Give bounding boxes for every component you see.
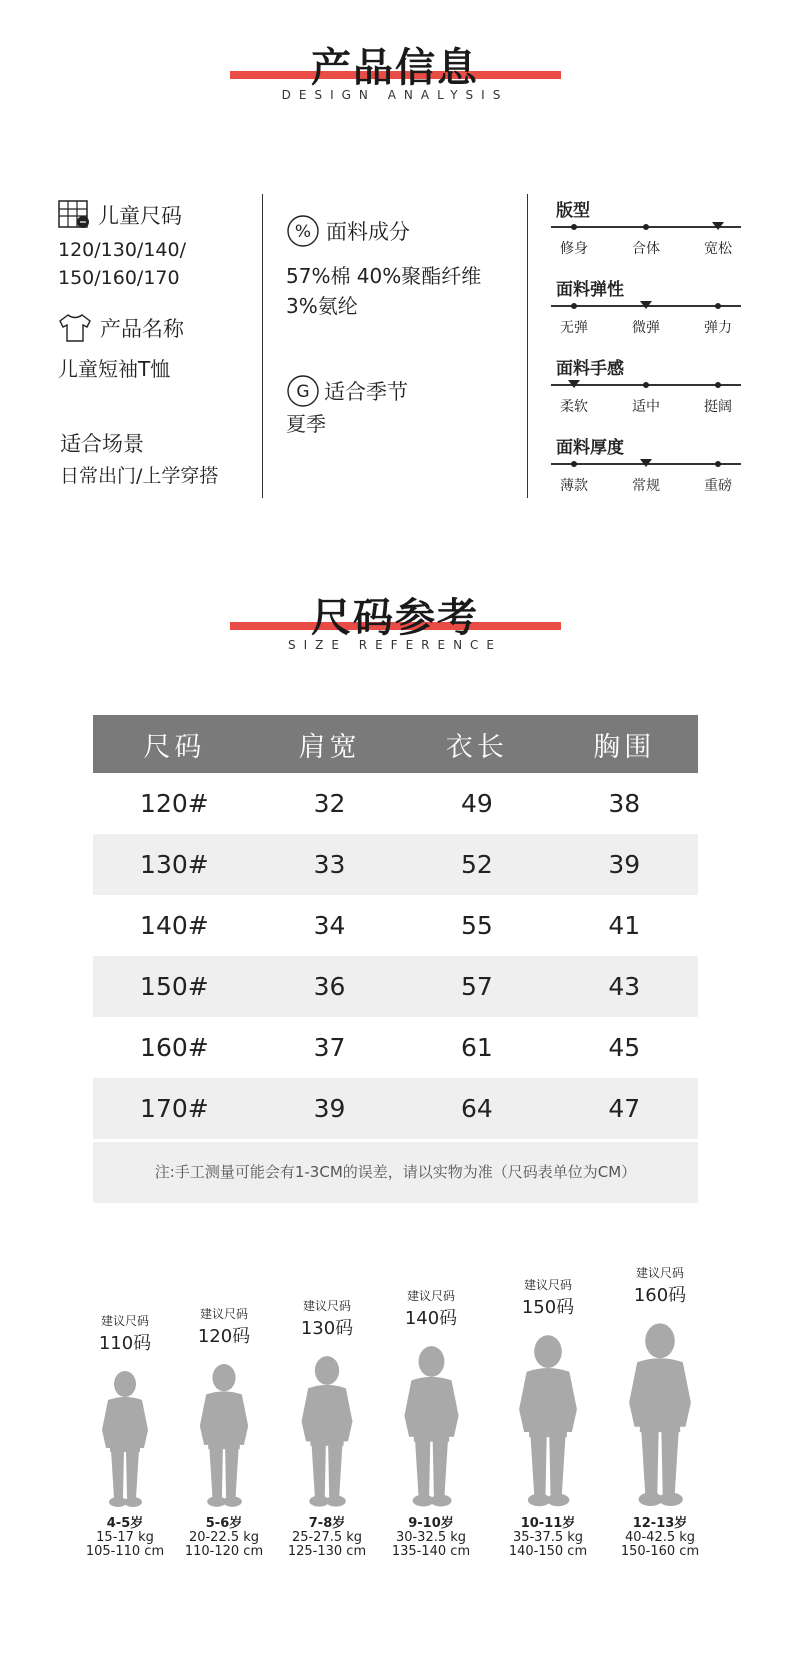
cell: 34	[313, 911, 346, 940]
suggest-label: 建议尺码	[100, 1314, 149, 1328]
size-value-2: 150/160/170	[58, 267, 180, 289]
cell: 32	[313, 789, 346, 818]
scale-option-label: 微弹	[632, 320, 660, 336]
svg-text:G: G	[296, 382, 310, 402]
cell: 57	[403, 956, 550, 1017]
suggest-size: 150码	[521, 1297, 575, 1318]
header-length: 衣长	[403, 715, 550, 773]
cell: 39	[256, 1078, 403, 1139]
cell: 37	[313, 1033, 346, 1062]
suggest-size: 140码	[404, 1308, 458, 1329]
scale-title: 面料厚度	[556, 438, 624, 458]
scene-label: 适合场景	[60, 432, 144, 456]
kid-age: 5-6岁	[205, 1516, 243, 1531]
cell: 120#	[140, 789, 209, 818]
kid-height: 105-110 cm	[85, 1544, 165, 1559]
kid-size-suggestion	[179, 1305, 269, 1348]
kid-size-suggestion	[80, 1312, 170, 1355]
cell: 45	[608, 1033, 641, 1062]
fabric-value-1: 57%棉 40%聚酯纤维	[286, 264, 482, 288]
scale-option-label: 薄款	[560, 478, 588, 494]
child-silhouette	[613, 1322, 707, 1510]
season-value: 夏季	[286, 412, 326, 436]
kid-weight: 20-22.5 kg	[188, 1530, 260, 1545]
kid-size-suggestion	[282, 1297, 372, 1340]
scale-option-label: 重磅	[704, 478, 732, 494]
cell: 43	[551, 956, 698, 1017]
child-silhouette	[90, 1370, 160, 1510]
kid-stats	[169, 1512, 279, 1559]
cell: 140#	[140, 911, 209, 940]
cell: 61	[460, 1033, 493, 1062]
name-value: 儿童短袖T恤	[58, 357, 171, 381]
kid-height: 150-160 cm	[620, 1544, 700, 1559]
kid-size-suggestion	[503, 1276, 593, 1319]
suggest-size: 120码	[197, 1326, 251, 1347]
kid-age: 10-11岁	[520, 1516, 576, 1531]
kid-stats	[272, 1512, 382, 1559]
section-subtitle: DESIGN ANALYSIS	[281, 88, 509, 102]
cell: 52	[403, 834, 550, 895]
kid-height: 140-150 cm	[508, 1544, 588, 1559]
scale-option-label: 柔软	[560, 399, 588, 415]
child-silhouette	[504, 1334, 592, 1510]
header-size: 尺码	[93, 715, 256, 773]
kid-stats	[493, 1512, 603, 1559]
measurement-note: 注:手工测量可能会有1-3CM的误差，请以实物为准（尺码表单位为CM）	[93, 1142, 698, 1203]
cell: 39	[551, 834, 698, 895]
suggest-label: 建议尺码	[199, 1307, 248, 1321]
name-label: 产品名称	[100, 317, 184, 341]
scale-option-label: 弹力	[704, 320, 732, 336]
header-shoulder: 肩宽	[256, 715, 403, 773]
kid-stats	[605, 1512, 715, 1559]
cell: 130#	[93, 834, 256, 895]
cell: 41	[608, 911, 641, 940]
section-subtitle: SIZE REFERENCE	[287, 638, 503, 652]
suggest-size: 160码	[633, 1285, 687, 1306]
cell: 150#	[93, 956, 256, 1017]
suggest-label: 建议尺码	[406, 1289, 455, 1303]
scale-option-label: 宽松	[704, 241, 732, 257]
kid-weight: 35-37.5 kg	[512, 1530, 584, 1545]
cell: 47	[551, 1078, 698, 1139]
fabric-label: 面料成分	[326, 220, 410, 244]
kid-weight: 40-42.5 kg	[624, 1530, 696, 1545]
kid-height: 110-120 cm	[184, 1544, 264, 1559]
kid-weight: 25-27.5 kg	[291, 1530, 363, 1545]
cell: 55	[460, 911, 493, 940]
suggest-label: 建议尺码	[635, 1266, 684, 1280]
cell: 64	[403, 1078, 550, 1139]
season-label: 适合季节	[324, 380, 408, 404]
kid-stats	[70, 1512, 180, 1559]
cell: 38	[608, 789, 641, 818]
size-value-1: 120/130/140/	[58, 239, 186, 261]
suggest-label: 建议尺码	[523, 1278, 572, 1292]
cell: 49	[460, 789, 493, 818]
scale-option-label: 合体	[632, 241, 660, 257]
scale-option-label: 适中	[632, 399, 660, 415]
cell: 160#	[140, 1033, 209, 1062]
cell: 36	[256, 956, 403, 1017]
scale-option-label: 修身	[560, 241, 588, 257]
scale-option-label: 常规	[632, 478, 660, 494]
cell: 33	[256, 834, 403, 895]
scale-title: 版型	[556, 201, 590, 221]
child-silhouette	[187, 1363, 261, 1510]
header-chest: 胸围	[551, 715, 698, 773]
svg-text:%: %	[294, 222, 312, 242]
kid-height: 125-130 cm	[287, 1544, 367, 1559]
scale-title: 面料手感	[556, 359, 624, 379]
scene-value: 日常出门/上学穿搭	[60, 465, 219, 487]
kid-size-suggestion	[386, 1287, 476, 1330]
kid-height: 135-140 cm	[391, 1544, 471, 1559]
child-silhouette	[288, 1355, 366, 1510]
kid-size-suggestion	[615, 1264, 705, 1307]
kid-age: 4-5岁	[106, 1516, 144, 1531]
section-title: 尺码参考	[311, 595, 479, 641]
section-title: 产品信息	[311, 45, 479, 91]
child-silhouette	[390, 1345, 473, 1510]
kid-age: 12-13岁	[632, 1516, 688, 1531]
scale-option-label: 无弹	[560, 320, 588, 336]
kid-weight: 15-17 kg	[96, 1530, 154, 1545]
scale-title: 面料弹性	[556, 280, 624, 300]
cell: 170#	[93, 1078, 256, 1139]
scale-option-label: 挺阔	[704, 399, 732, 415]
fabric-value-2: 3%氨纶	[286, 294, 358, 318]
suggest-size: 110码	[98, 1333, 152, 1354]
kid-weight: 30-32.5 kg	[395, 1530, 467, 1545]
size-label: 儿童尺码	[98, 204, 182, 228]
suggest-size: 130码	[300, 1318, 354, 1339]
suggest-label: 建议尺码	[302, 1299, 351, 1313]
kid-stats	[376, 1512, 486, 1559]
kid-age: 9-10岁	[408, 1516, 454, 1531]
kid-age: 7-8岁	[308, 1516, 346, 1531]
